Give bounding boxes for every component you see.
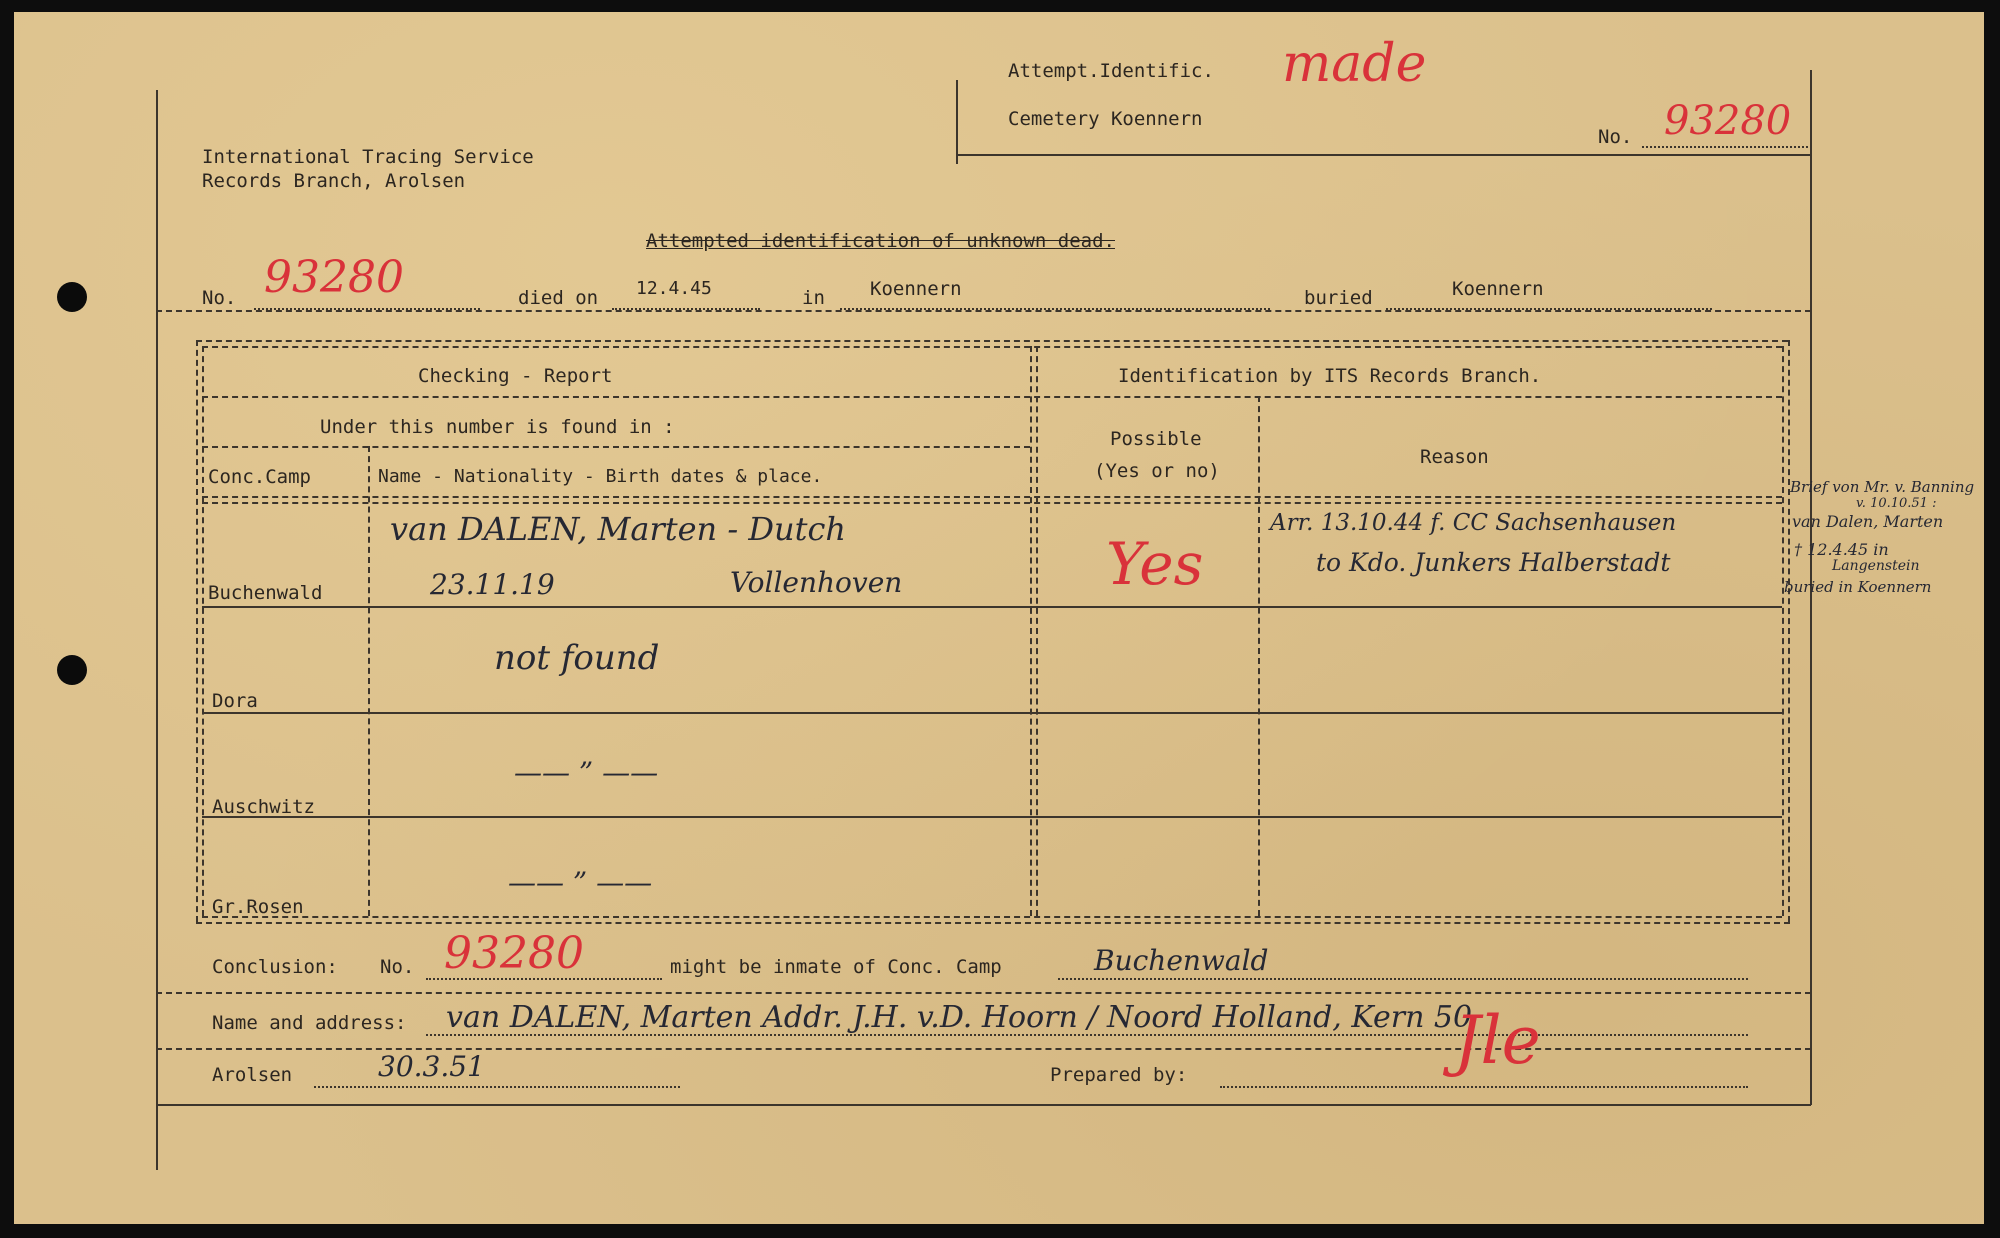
camp-auschwitz: Auschwitz [212, 796, 315, 818]
org-line-1: International Tracing Service [202, 146, 534, 168]
table-top-outer [196, 340, 1788, 342]
table-bottom-outer [196, 922, 1790, 924]
margin-note-line-3: van Dalen, Marten [1792, 512, 1944, 531]
col-possible-header-1: Possible [1110, 428, 1202, 450]
page-title: Attempted identification of unknown dead. [646, 230, 1115, 252]
conclusion-label: Conclusion: [212, 956, 338, 978]
conclusion-bottom-rule [156, 992, 1811, 994]
buchenwald-possible: Yes [1106, 530, 1204, 598]
header-no-dots [1642, 146, 1808, 148]
col-camp-header: Conc.Camp [208, 466, 311, 488]
buried-dots [1386, 308, 1712, 310]
arolsen-label: Arolsen [212, 1064, 293, 1086]
gr-rosen-entry: —— ” —— [508, 866, 653, 899]
margin-note-line-6: buried in Koennern [1784, 578, 1932, 596]
punch-hole-bottom [57, 655, 87, 685]
prepared-by-dots [1220, 1086, 1748, 1088]
row-2-bottom [202, 712, 1782, 714]
buchenwald-birth-date: 23.11.19 [430, 568, 555, 601]
header-no-label: No. [1598, 126, 1633, 148]
margin-note-line-1: Brief von Mr. v. Banning [1790, 478, 1975, 496]
identification-header: Identification by ITS Records Branch. [1118, 365, 1542, 387]
camp-dora: Dora [212, 690, 258, 712]
margin-note-line-2: v. 10.10.51 : [1856, 496, 1937, 511]
conclusion-mid-text: might be inmate of Conc. Camp [670, 956, 1002, 978]
buchenwald-reason-line-2: to Kdo. Junkers Halberstadt [1316, 548, 1671, 577]
in-label: in [802, 287, 825, 309]
header-box-left [956, 80, 958, 164]
auschwitz-entry: —— ” —— [514, 756, 659, 789]
signature: Jle [1454, 1002, 1541, 1079]
camp-gr-rosen: Gr.Rosen [212, 896, 304, 918]
dora-entry: not found [494, 638, 660, 678]
table-main-divider [1030, 346, 1032, 916]
margin-note-line-5: Langenstein [1832, 558, 1920, 574]
under-number-header: Under this number is found in : [320, 416, 675, 438]
record-no-value: 93280 [264, 252, 404, 303]
footer-bottom-rule [156, 1104, 1811, 1106]
punch-hole-top [57, 282, 87, 312]
conclusion-camp-dots [1058, 978, 1748, 980]
header-row-1-line [202, 396, 1782, 398]
buchenwald-reason-line-1: Arr. 13.10.44 f. CC Sachsenhausen [1270, 510, 1677, 536]
checking-report-header: Checking - Report [418, 365, 613, 387]
header-no-value: 93280 [1664, 98, 1792, 144]
index-card [14, 12, 1984, 1224]
table-right-outer [1788, 340, 1790, 922]
header-bottom-line [202, 496, 1782, 498]
conclusion-camp-value: Buchenwald [1094, 944, 1269, 977]
camp-col-divider [368, 446, 370, 916]
header-box-bottom [956, 154, 1811, 156]
table-main-divider-2 [1036, 346, 1038, 916]
conclusion-no-value: 93280 [444, 928, 584, 979]
possible-col-divider [1258, 396, 1260, 916]
table-left-outer [196, 340, 198, 922]
in-dots [840, 308, 1270, 310]
col-name-header: Name - Nationality - Birth dates & place. [378, 466, 823, 487]
table-top-inner [202, 346, 1782, 348]
header-bottom-line-2 [202, 502, 1782, 504]
attempt-label: Attempt.Identific. [1008, 60, 1214, 82]
buried-value: Koennern [1452, 278, 1544, 300]
name-address-label: Name and address: [212, 1012, 407, 1034]
table-right-inner [1782, 346, 1784, 916]
died-label: died on [518, 287, 599, 309]
buchenwald-entry-line-1: van DALEN, Marten - Dutch [390, 510, 846, 548]
buried-label: buried [1304, 287, 1373, 309]
record-top-rule [156, 310, 1811, 312]
margin-note-line-4: † 12.4.45 in [1794, 540, 1889, 559]
left-frame-line [156, 90, 158, 1170]
arolsen-date-value: 30.3.51 [378, 1050, 485, 1083]
name-address-value: van DALEN, Marten Addr. J.H. v.D. Hoorn / Noord Holland, Kern 50 [446, 1000, 1473, 1035]
conclusion-no-label: No. [380, 956, 415, 978]
died-dots [612, 308, 760, 310]
died-value: 12.4.45 [636, 278, 712, 299]
record-no-dots [254, 308, 480, 310]
in-value: Koennern [870, 278, 962, 300]
cemetery-label: Cemetery Koennern [1008, 108, 1203, 130]
prepared-by-label: Prepared by: [1050, 1064, 1188, 1086]
row-1-bottom [202, 606, 1782, 608]
attempt-value: made [1282, 34, 1427, 94]
buchenwald-birth-place: Vollenhoven [730, 566, 903, 599]
table-bottom-inner [202, 916, 1782, 918]
col-reason-header: Reason [1420, 446, 1489, 468]
table-left-inner [202, 346, 204, 916]
camp-buchenwald: Buchenwald [208, 582, 323, 604]
org-line-2: Records Branch, Arolsen [202, 170, 466, 192]
row-3-bottom [202, 816, 1782, 818]
col-possible-header-2: (Yes or no) [1094, 460, 1220, 482]
arolsen-date-dots [314, 1086, 680, 1088]
header-row-2-line [202, 446, 1030, 448]
record-no-label: No. [202, 287, 237, 309]
